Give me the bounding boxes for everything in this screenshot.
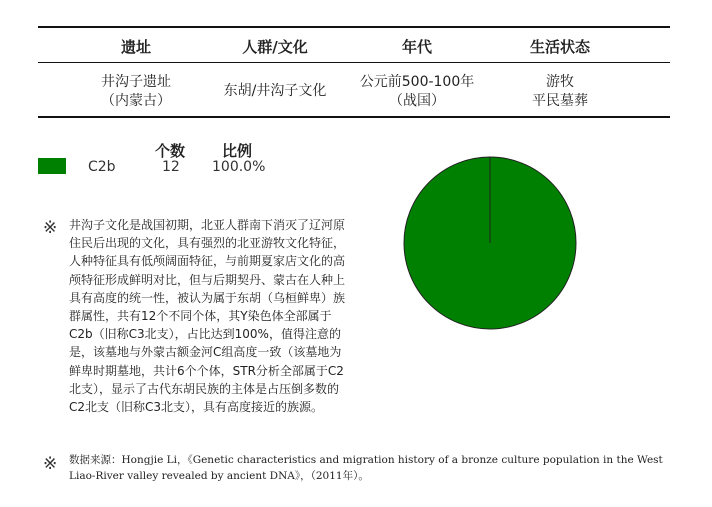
cell-life-line1: 游牧: [546, 74, 574, 90]
cell-culture: 东胡/井沟子文化: [223, 83, 327, 99]
table-header-rule: [38, 62, 670, 63]
header-life: 生活状态: [529, 38, 590, 56]
cell-era-line2: （战国）: [389, 93, 445, 109]
note-mark-icon: ※: [43, 218, 58, 238]
table-bottom-rule: [38, 116, 670, 118]
legend-ratio-header: 比例: [222, 142, 253, 160]
note-text: 井沟子文化是战国初期，北亚人群南下消灭了辽河原住民后出现的文化，具有强烈的北亚游牧文化特征，人种特征具有低颅阔面特征，与前期夏家店文化的高颅特征形成鲜明对比，但与后期契丹、蒙古在人种上具有高度的统一性，被认为属于东胡（乌桓鲜卑）族群属性，共有12个不同个体，其Y染色体全部属于C2b（旧称C3北支），占比达到100%，值得注意的是，该墓地与外蒙古额金河C组高度一致（该墓地为鲜卑时期墓地，共计6个个体，STR分析全部属于C2北支），显示了古代东胡民族的主体是占压倒多数的C2北支（旧称C3北支），具有高度接近的族源。: [69, 218, 346, 415]
legend-name-c2b: C2b: [88, 159, 116, 175]
cell-life-line2: 平民墓葬: [532, 93, 588, 109]
cell-era-line1: 公元前500-100年: [359, 74, 475, 90]
table-top-rule: [38, 26, 670, 28]
pie-chart: [400, 153, 580, 333]
cell-site-line2: （内蒙古）: [101, 93, 171, 109]
cell-era: [342, 73, 492, 111]
source-mark-icon: ※: [43, 454, 58, 474]
cell-site-line1: 井沟子遗址: [101, 74, 171, 90]
header-site: 遗址: [120, 38, 151, 56]
legend-ratio-c2b: 100.0%: [212, 159, 266, 175]
legend-count-header: 个数: [155, 142, 186, 160]
legend-count-c2b: 12: [162, 159, 180, 175]
cell-life: [485, 73, 635, 111]
cell-site: [61, 73, 211, 111]
header-culture: 人群/文化: [242, 38, 308, 56]
header-era: 年代: [401, 38, 432, 56]
source-text: 数据来源：Hongjie Li，《Genetic characteristics and migration history of a bronze culture population in the West Liao-River valley revealed by ancient DNA》，（2011年）。: [69, 454, 663, 482]
legend-swatch-c2b: [38, 158, 66, 174]
